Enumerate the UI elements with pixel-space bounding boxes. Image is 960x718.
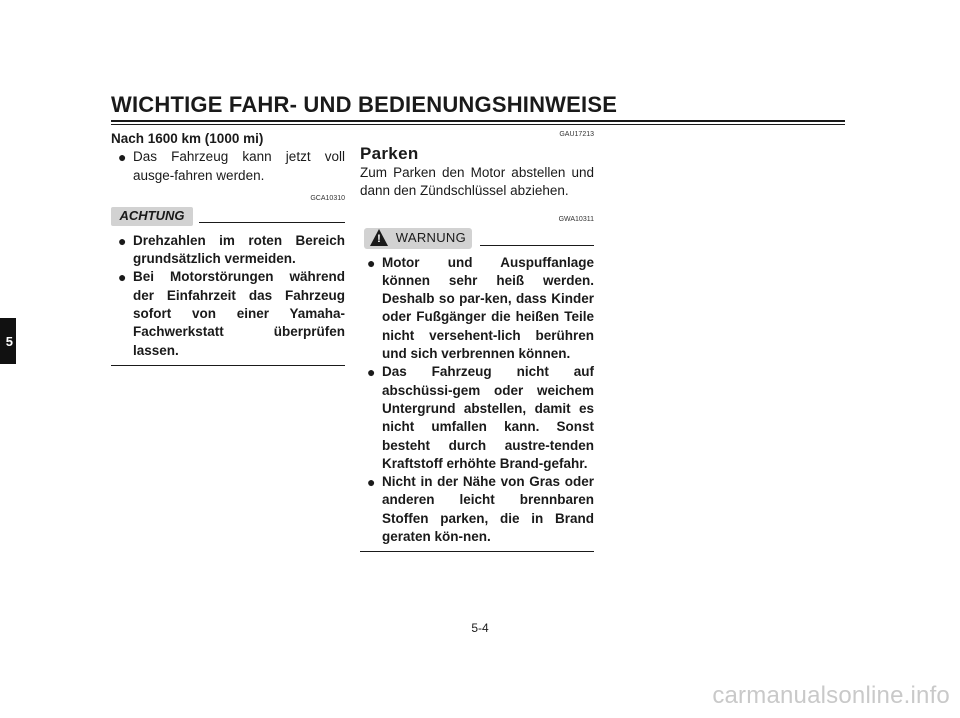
caution-label: ACHTUNG — [111, 207, 193, 226]
warning-item-text: Das Fahrzeug nicht auf abschüssi-gem oder weichem Untergrund abstellen, damit es nicht umfallen kann. Sonst besteht durch austre-tenden Kraftstoff erhöhte Brand-gefahr. — [382, 364, 594, 471]
section-intro: Zum Parken den Motor abstellen und dann den Zündschlüssel abziehen. — [360, 165, 594, 199]
caution-item — [111, 232, 345, 269]
bullet-icon: ● — [367, 254, 376, 271]
caution-header — [111, 206, 345, 228]
caution-rule — [199, 222, 345, 223]
warning-rule — [480, 245, 594, 246]
bullet-icon: ● — [118, 269, 127, 286]
bullet-icon: ● — [118, 232, 127, 249]
left-column — [111, 130, 345, 366]
warning-code: GWA10311 — [558, 215, 594, 223]
title-rule — [111, 120, 845, 122]
list-item — [111, 148, 345, 185]
caution-item — [111, 268, 345, 359]
warning-item-text: Motor und Auspuffanlage können sehr heiß werden. Deshalb so par-ken, dass Kinder oder Fußgänger die heißen Teile nicht versehent-lich berühren und sich verbrennen können. — [382, 254, 594, 362]
warning-item — [360, 254, 594, 364]
title-rule-thin — [111, 124, 845, 125]
warning-item — [360, 473, 594, 546]
caution-item-text: Bei Motorstörungen während der Einfahrzeit das Fahrzeug sofort von einer Yamaha-Fachwerkstatt überprüfen lassen. — [133, 269, 345, 358]
bullet-icon: ● — [118, 149, 127, 166]
warning-item — [360, 363, 594, 473]
caution-end-rule — [111, 365, 345, 366]
bullet-icon: ● — [367, 364, 376, 381]
warning-header — [360, 227, 594, 251]
bullet-icon: ● — [367, 474, 376, 491]
watermark: carmanualsonline.info — [712, 682, 950, 709]
warning-end-rule — [360, 551, 594, 552]
exclamation-icon: ! — [377, 232, 381, 245]
warning-item-text: Nicht in der Nähe von Gras oder anderen leicht brennbaren Stoffen parken, die in Brand geraten kön-nen. — [382, 474, 594, 545]
section-code: GAU17213 — [559, 131, 594, 138]
list-item-text: Das Fahrzeug kann jetzt voll ausge-fahren werden. — [133, 149, 345, 183]
right-column — [360, 130, 594, 552]
section-title: Parken — [360, 144, 419, 163]
caution-code: GCA10310 — [310, 194, 345, 202]
caution-item-text: Drehzahlen im roten Bereich grundsätzlich vermeiden. — [133, 232, 345, 267]
subheading: Nach 1600 km (1000 mi) — [111, 131, 264, 146]
page-number: 5-4 — [471, 621, 489, 635]
warning-label-text: WARNUNG — [395, 229, 466, 245]
chapter-tab — [0, 318, 16, 364]
chapter-number: 5 — [5, 333, 13, 349]
page-title: WICHTIGE FAHR- UND BEDIENUNGSHINWEISE — [111, 92, 618, 117]
